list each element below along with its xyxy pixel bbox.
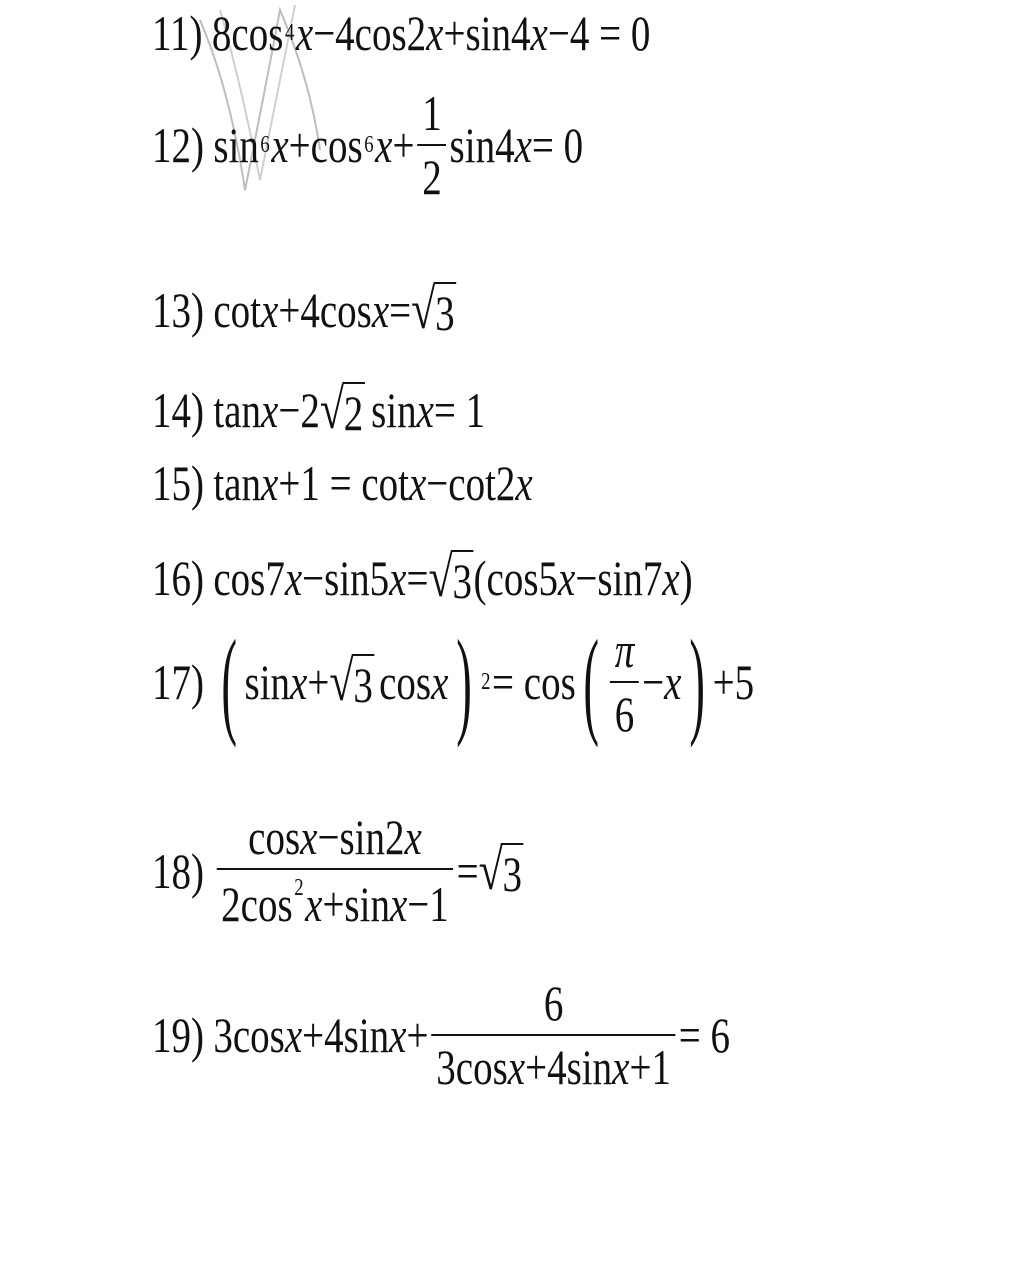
exercise-number: 16): [152, 550, 204, 606]
exercise-number: 19): [152, 1007, 204, 1063]
variable: x: [530, 5, 548, 61]
variable: x: [371, 282, 390, 338]
exercise-14: [152, 379, 486, 441]
square-root: √ 3: [428, 547, 472, 609]
variable: x: [284, 1007, 303, 1063]
variable: x: [389, 550, 407, 606]
term: 3cos: [213, 1007, 285, 1063]
exercise-number: 12): [152, 117, 204, 173]
term: −: [642, 654, 665, 710]
equals: =: [456, 842, 479, 899]
square-root: √ 3: [329, 651, 373, 713]
denominator: 3cosx+4sinx+1: [432, 1034, 676, 1092]
numerator: π: [614, 622, 635, 678]
term: tan: [213, 455, 262, 511]
exercise-12: [152, 85, 584, 205]
variable: x: [431, 654, 449, 710]
exponent: 6: [364, 132, 374, 158]
exercise-15: [152, 455, 533, 511]
right-side: = 1: [433, 382, 486, 438]
variable: x: [261, 282, 279, 338]
exercise-number: 17): [152, 654, 204, 710]
term: ): [679, 550, 693, 606]
denominator: 6: [610, 681, 639, 739]
numerator: cosx−sin2x: [248, 809, 422, 865]
exercise-number: 14): [152, 382, 204, 438]
exponent: 2: [481, 669, 491, 695]
radicand: 3: [501, 843, 524, 899]
variable: x: [295, 5, 314, 61]
right-side: −4 = 0: [547, 5, 651, 61]
numerator: 6: [543, 975, 564, 1031]
term: cot: [213, 282, 262, 338]
term: −2: [278, 382, 320, 438]
variable: x: [375, 117, 393, 173]
term: +: [307, 654, 330, 710]
radicand: 2: [342, 382, 365, 438]
variable: x: [426, 5, 444, 61]
left-paren: (: [221, 615, 237, 748]
variable: x: [514, 117, 532, 173]
term: sin: [213, 117, 259, 173]
left-paren: (: [583, 615, 600, 748]
variable: x: [662, 550, 680, 606]
fraction: [418, 85, 447, 205]
exercise-11: [152, 5, 651, 61]
exercise-13: [152, 279, 456, 341]
variable: x: [408, 455, 427, 511]
exercise-number: 15): [152, 455, 204, 511]
term: +4sin: [302, 1007, 390, 1063]
term: 8cos: [211, 5, 284, 61]
variable: x: [515, 455, 533, 511]
term: −sin7: [575, 550, 663, 606]
term: tan: [213, 382, 262, 438]
variable: x: [416, 382, 434, 438]
square-root: √ 3: [478, 839, 523, 902]
term: −sin5: [302, 550, 390, 606]
fraction: [432, 975, 676, 1095]
square-root: √ 3: [411, 279, 455, 341]
variable: x: [389, 1007, 407, 1063]
right-paren: ): [456, 615, 472, 748]
radicand: 3: [451, 550, 474, 606]
term: sin: [371, 382, 417, 438]
exercise-18: [152, 809, 524, 932]
term: cos7: [213, 550, 285, 606]
term: +: [392, 117, 415, 173]
variable: x: [290, 654, 308, 710]
exponent: 4: [284, 20, 295, 46]
exercise-17: [152, 615, 755, 748]
exercise-number: 11): [152, 5, 203, 61]
term: = cos: [492, 654, 576, 710]
variable: x: [261, 382, 279, 438]
denominator: $2\cos^2x+\sin x-1$: [216, 868, 453, 929]
right-side: = 0: [531, 117, 584, 173]
term: −cot2: [426, 455, 516, 511]
term: +cos: [288, 117, 363, 173]
variable: x: [261, 455, 279, 511]
numerator: 1: [422, 85, 442, 141]
denominator: 2: [418, 144, 447, 202]
variable: x: [664, 654, 682, 710]
right-side: = 6: [678, 1007, 730, 1063]
radicand: 3: [434, 282, 457, 338]
term: sin: [244, 654, 291, 710]
right-paren: ): [689, 615, 705, 748]
term: +4cos: [278, 282, 372, 338]
fraction: [216, 809, 453, 932]
equals: =: [406, 550, 429, 606]
term: −4cos2: [313, 5, 427, 61]
term: cos: [379, 654, 432, 710]
exercise-16: [152, 547, 693, 609]
exercise-number: 18): [152, 842, 204, 899]
term: (cos5: [473, 550, 559, 606]
variable: x: [558, 550, 576, 606]
term: +1 = cot: [278, 455, 409, 511]
square-root: √ 2: [319, 379, 364, 441]
term: +5: [712, 654, 755, 710]
exercise-19: [152, 975, 730, 1095]
variable: x: [271, 117, 289, 173]
radicand: 3: [352, 654, 375, 710]
exponent: 6: [260, 132, 270, 158]
term: +sin4: [443, 5, 531, 61]
exercise-number: 13): [152, 282, 204, 338]
equals: =: [389, 282, 412, 338]
fraction: [610, 622, 639, 742]
term: sin4: [449, 117, 515, 173]
term: +: [406, 1007, 429, 1063]
variable: x: [284, 550, 303, 606]
